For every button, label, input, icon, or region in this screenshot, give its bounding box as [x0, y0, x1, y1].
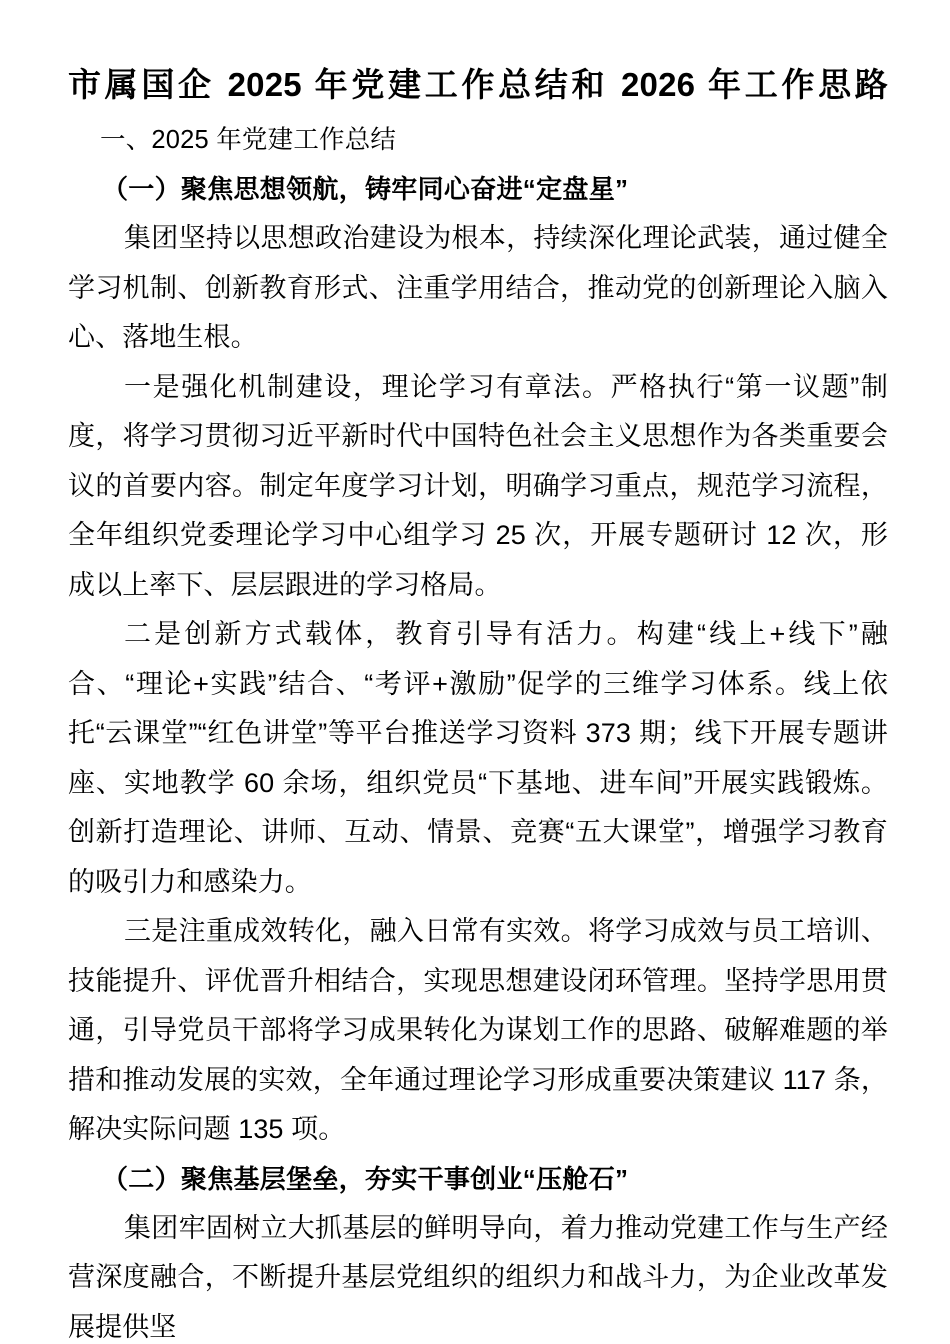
paragraph-3: 二是创新方式载体，教育引导有活力。构建“线上+线下”融合、“理论+实践”结合、“考评+激励”促学的三维学习体系。线上依托“云课堂”“红色讲堂”等平台推送学习资料 373 期；线下开展专题讲座、实地教学 60 余场，组织党员“下基地、进车间”开展实践锻炼。创新打造理论、讲师、互动、情景、竞赛“五大课堂”，增强学习教育的吸引力和感染力。: [68, 619, 888, 897]
sub-heading-1: （一）聚焦思想领航，铸牢同心奋进“定盘星”: [102, 174, 629, 204]
page-title: 市属国企 2025 年党建工作总结和 2026 年工作思路: [68, 66, 888, 103]
paragraph-2: 一是强化机制建设，理论学习有章法。严格执行“第一议题”制度，将学习贯彻习近平新时代中国特色社会主义思想作为各类重要会议的首要内容。制定年度学习计划，明确学习重点，规范学习流程，全年组织党委理论学习中心组学习 25 次，开展专题研讨 12 次，形成以上率下、层层跟进的学习格局。: [68, 371, 888, 600]
paragraph-4: 三是注重成效转化，融入日常有实效。将学习成效与员工培训、技能提升、评优晋升相结合，实现思想建设闭环管理。坚持学思用贯通，引导党员干部将学习成果转化为谋划工作的思路、破解难题的举措和推动发展的实效，全年通过理论学习形成重要决策建议 117 条，解决实际问题 135 项。: [68, 916, 888, 1144]
sub-heading-2: （二）聚焦基层堡垒，夯实干事创业“压舱石”: [102, 1163, 629, 1194]
paragraph-5: 集团牢固树立大抓基层的鲜明导向，着力推动党建工作与生产经营深度融合，不断提升基层党组织的组织力和战斗力，为企业改革发展提供坚: [68, 1212, 888, 1342]
section-heading-1: 一、2025 年党建工作总结: [100, 126, 397, 154]
paragraph-1: 集团坚持以思想政治建设为根本，持续深化理论武装，通过健全学习机制、创新教育形式、注重学用结合，推动党的创新理论入脑入心、落地生根。: [68, 223, 888, 352]
